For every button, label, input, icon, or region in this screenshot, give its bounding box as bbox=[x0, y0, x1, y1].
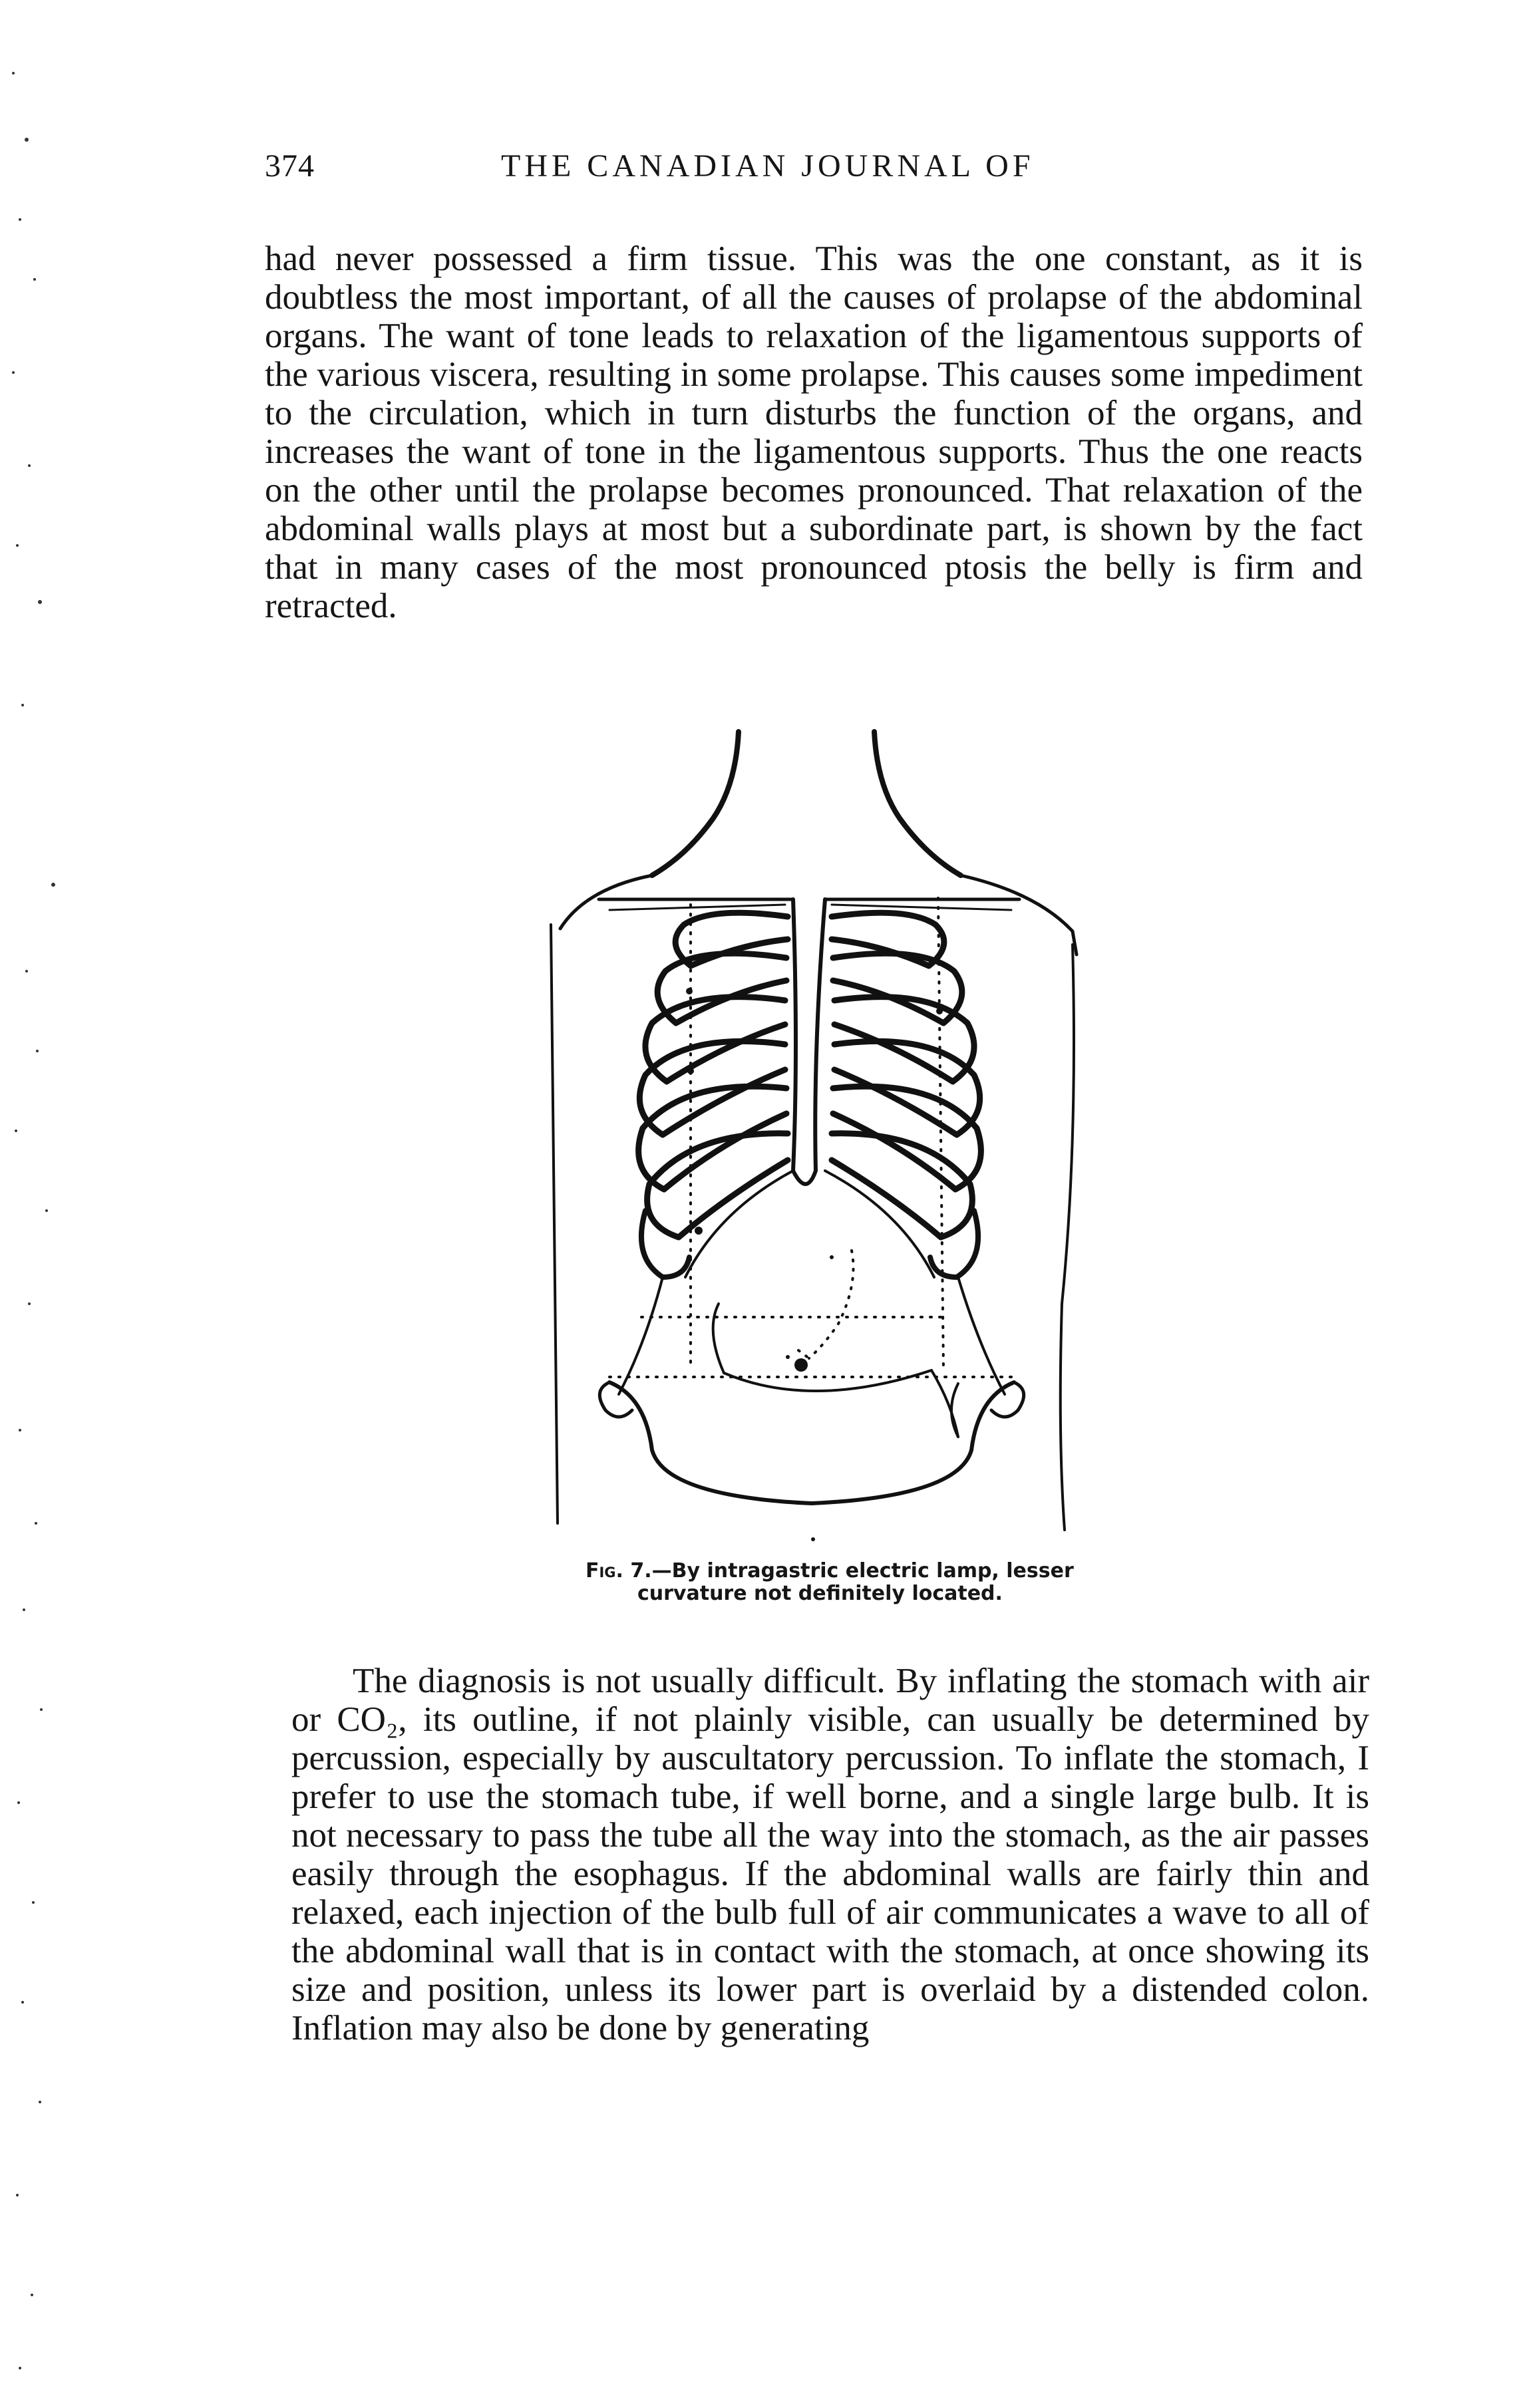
caption-label: Fig. 7. bbox=[586, 1559, 652, 1582]
torso-figure bbox=[546, 705, 1091, 1557]
margin-speckle bbox=[0, 0, 80, 2408]
page-number: 374 bbox=[265, 148, 315, 184]
page-header bbox=[265, 148, 1363, 194]
caption-line-1: —By intragastric electric lamp, lesser bbox=[651, 1559, 1074, 1582]
caption-line-2: curvature not definitely located. bbox=[637, 1582, 1003, 1605]
body-paragraph: had never possessed a firm tissue. This was the one constant, as it is doubtless the most important, of all the causes of prolapse of the abdominal organs. The want of tone leads to relaxation of the ligamentous supports of the various viscera, resulting in some prolapse. This causes some impediment to the circulation, which in turn disturbs the function of the organs, and increases the want of tone in the ligamentous supports. Thus the one reacts on the other until the prolapse becomes pronounced. That relaxation of the abdominal walls plays at most but a subordinate part, is shown by the fact that in many cases of the most pronounced ptosis the belly is firm and retracted. bbox=[265, 239, 1363, 625]
running-head: THE CANADIAN JOURNAL OF bbox=[501, 148, 1035, 184]
torso-illustration bbox=[546, 705, 1091, 1557]
body-paragraph: The diagnosis is not usually difficult. By inflating the stomach with air or CO₂, its outline, if not plainly visible, can usually be determined by percussion, especially by auscultatory percussion. To inflate the stomach, I prefer to use the stomach tube, if well borne, and a single large bulb. It is not necessary to pass the tube all the way into the stomach, as the air passes easily through the esophagus. If the abdominal walls are fairly thin and relaxed, each injection of the bulb full of air communicates a wave to all of the abdominal wall that is in contact with the stomach, at once showing its size and position, unless its lower part is overlaid by a distended colon. Inflation may also be done by generating bbox=[291, 1662, 1369, 2047]
figure-caption bbox=[586, 1560, 1104, 1605]
